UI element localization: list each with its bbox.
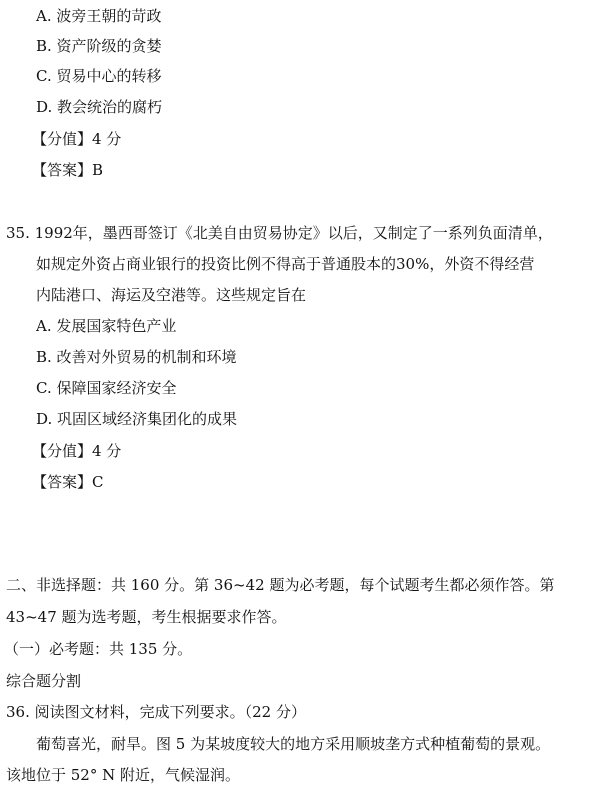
q34-score: 【分值】4 分: [32, 130, 122, 148]
section2-sub-heading: （一）必考题：共 135 分。: [4, 640, 193, 658]
section2-heading-line2: 43~47 题为选考题，考生根据要求作答。: [6, 608, 287, 626]
section2-heading-line1: 二、非选择题：共 160 分。第 36~42 题为必考题，每个试题考生都必须作答。第: [6, 576, 555, 594]
q35-answer: 【答案】C: [32, 473, 104, 491]
q34-option-d: D. 教会统治的腐朽: [36, 98, 163, 116]
q35-option-a: A. 发展国家特色产业: [36, 317, 177, 335]
q35-stem-line1: 35. 1992年，墨西哥签订《北美自由贸易协定》以后，又制定了一系列负面清单，: [6, 224, 553, 242]
section2-divider-label: 综合题分割: [6, 672, 82, 690]
q34-option-a: A. 波旁王朝的苛政: [36, 7, 162, 25]
q34-option-c: C. 贸易中心的转移: [36, 67, 162, 85]
q36-stem: 36. 阅读图文材料，完成下列要求。（22 分）: [6, 703, 306, 721]
q35-stem-line2: 如规定外资占商业银行的投资比例不得高于普通股本的30%，外资不得经营: [36, 255, 535, 273]
q35-option-b: B. 改善对外贸易的机制和环境: [36, 348, 237, 366]
q35-option-d: D. 巩固区域经济集团化的成果: [36, 410, 238, 428]
q36-paragraph-line2: 该地位于 52° N 附近，气候湿润。: [6, 766, 241, 784]
q36-paragraph-line1: 葡萄喜光，耐旱。图 5 为某坡度较大的地方采用顺坡垄方式种植葡萄的景观。: [36, 735, 551, 753]
q35-option-c: C. 保障国家经济安全: [36, 379, 177, 397]
q34-answer: 【答案】B: [32, 161, 104, 179]
q35-score: 【分值】4 分: [32, 442, 122, 460]
q35-stem-line3: 内陆港口、海运及空港等。这些规定旨在: [36, 286, 307, 304]
q34-option-b: B. 资产阶级的贪婪: [36, 37, 162, 55]
